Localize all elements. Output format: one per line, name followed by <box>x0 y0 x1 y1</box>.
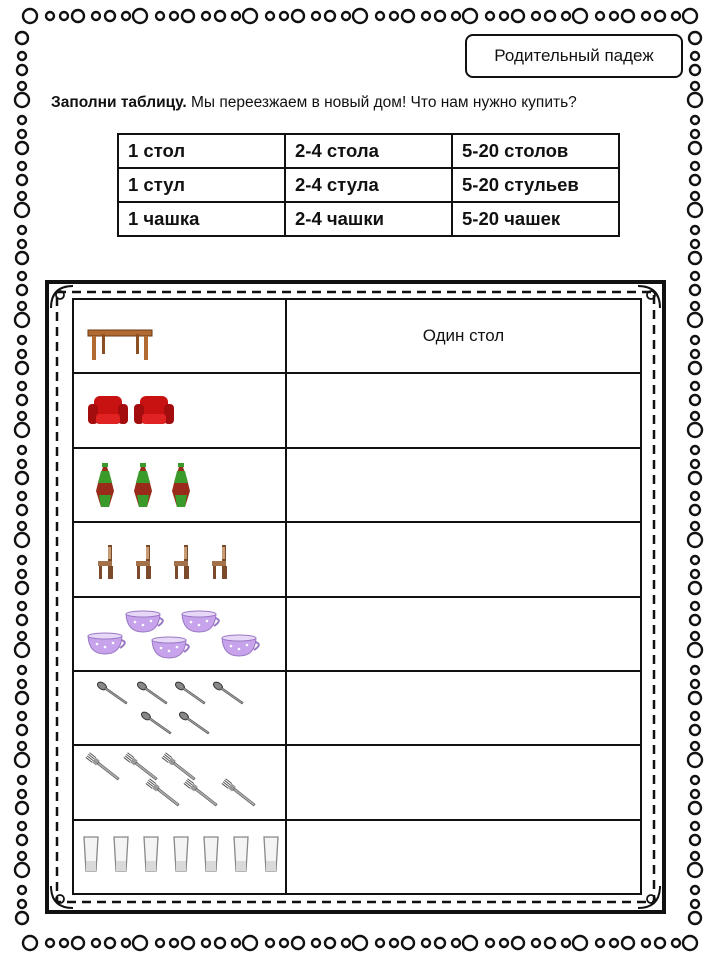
table-cell: 5-20 стульев <box>452 168 619 202</box>
armchair-icon <box>74 374 285 446</box>
table-cell: 1 стол <box>118 134 285 168</box>
table-cell: 5-20 столов <box>452 134 619 168</box>
answer-cell[interactable] <box>286 745 641 819</box>
answer-cell[interactable] <box>286 671 641 745</box>
table-row <box>118 134 619 168</box>
table-icon <box>74 300 285 372</box>
cup-icon <box>74 598 285 670</box>
answer-cell[interactable] <box>286 373 641 447</box>
vase-icon <box>74 449 285 521</box>
answer-cell[interactable] <box>286 448 641 522</box>
answer-cell[interactable]: Один стол <box>286 299 641 373</box>
title-box: Родительный падеж <box>465 34 683 78</box>
picture-cell <box>73 373 286 447</box>
table-cell: 1 стул <box>118 168 285 202</box>
worksheet-row <box>73 745 641 819</box>
instruction <box>51 94 577 112</box>
glass-icon <box>74 821 285 893</box>
chair-icon <box>74 523 285 595</box>
picture-cell <box>73 820 286 894</box>
worksheet-row <box>73 448 641 522</box>
worksheet-table <box>72 298 642 895</box>
answer-cell[interactable] <box>286 597 641 671</box>
worksheet-row <box>73 671 641 745</box>
answer-cell[interactable] <box>286 522 641 596</box>
picture-cell <box>73 448 286 522</box>
picture-cell <box>73 299 286 373</box>
table-cell: 2-4 стула <box>285 168 452 202</box>
fork-icon <box>74 746 285 818</box>
worksheet-row <box>73 299 641 373</box>
instruction-text: Мы переезжаем в новый дом! Что нам нужно купить? <box>186 94 577 111</box>
reference-table <box>117 133 620 237</box>
table-row <box>118 202 619 236</box>
table-cell: 2-4 чашки <box>285 202 452 236</box>
answer-cell[interactable] <box>286 820 641 894</box>
worksheet-row <box>73 597 641 671</box>
table-cell: 1 чашка <box>118 202 285 236</box>
spoon-icon <box>74 672 285 744</box>
table-row <box>118 168 619 202</box>
table-cell: 5-20 чашек <box>452 202 619 236</box>
instruction-bold: Заполни таблицу. <box>51 94 187 111</box>
picture-cell <box>73 522 286 596</box>
worksheet-row <box>73 373 641 447</box>
worksheet-row <box>73 522 641 596</box>
worksheet-row <box>73 820 641 894</box>
table-cell: 2-4 стола <box>285 134 452 168</box>
picture-cell <box>73 597 286 671</box>
picture-cell <box>73 745 286 819</box>
picture-cell <box>73 671 286 745</box>
